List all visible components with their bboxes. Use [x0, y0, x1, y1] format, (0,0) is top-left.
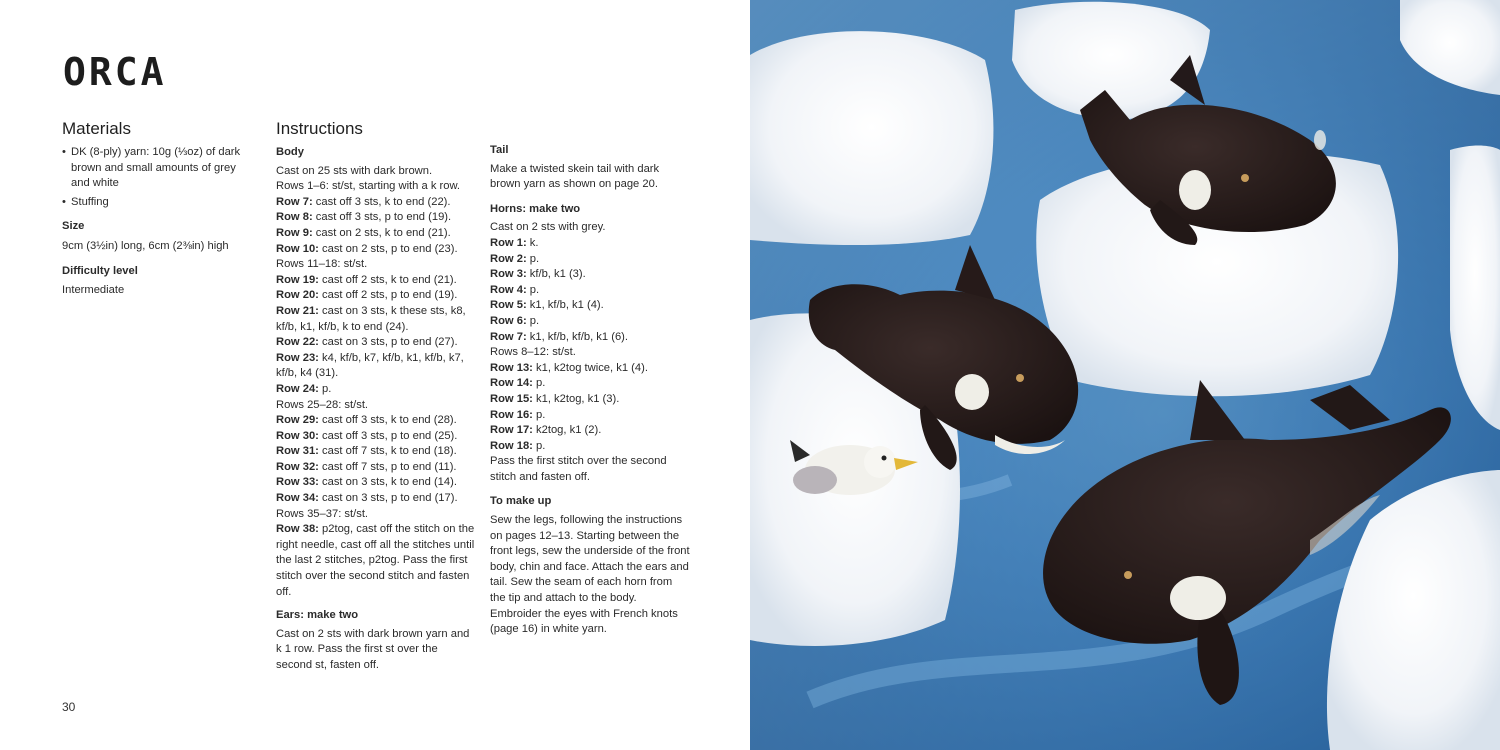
pattern-row — [276, 351, 476, 382]
pattern-row-text: cast off 7 sts, k to end (18). — [318, 445, 457, 458]
pattern-row — [276, 429, 476, 445]
pattern-row-text: cast off 7 sts, p to end (11). — [318, 460, 457, 473]
pattern-row-label: Row 19: — [276, 273, 319, 286]
pattern-row-text: k1, kf/b, k1 (4). — [526, 299, 604, 312]
makeup-heading: To make up — [490, 495, 552, 508]
pattern-row — [490, 314, 690, 330]
pattern-row-label: Rows 8–12: — [490, 346, 550, 359]
pattern-row-label: Row 22: — [276, 336, 319, 349]
pattern-row — [490, 376, 690, 392]
pattern-row-text: cast on 3 sts, p to end (17). — [318, 492, 458, 505]
tail-heading: Tail — [490, 144, 509, 156]
horns-rows — [490, 236, 690, 454]
pattern-row — [490, 298, 690, 314]
pattern-row — [490, 236, 690, 252]
pattern-row — [276, 242, 476, 258]
pattern-row-text: cast on 3 sts, k these sts, k8, kf/b, k1, kf/b, k to end (24). — [276, 304, 466, 333]
pattern-row-text: cast off 3 sts, k to end (28). — [318, 414, 457, 427]
pattern-row-label: Row 14: — [490, 377, 533, 390]
pattern-row-label: Row 31: — [276, 445, 319, 458]
pattern-row-label: Row 7: — [490, 330, 527, 343]
pattern-row-text: p. — [526, 252, 540, 265]
pattern-row-text: p. — [532, 377, 546, 390]
pattern-row-text: p. — [532, 439, 546, 452]
pattern-row-text: k2tog, k1 (2). — [532, 424, 602, 437]
pattern-row-text: st/st. — [549, 346, 576, 359]
pattern-row-label: Row 29: — [276, 414, 319, 427]
pattern-row — [276, 195, 476, 211]
pattern-row — [276, 335, 476, 351]
pattern-row-text: cast off 2 sts, k to end (21). — [318, 273, 457, 286]
materials-item: • DK (8-ply) yarn: 10g (⅓oz) of dark brown and small amounts of grey and white — [62, 145, 252, 192]
pattern-row-text: st/st. — [340, 258, 368, 271]
ears-heading: Ears: make two — [276, 609, 359, 622]
pattern-row-label: Rows 35–37: — [276, 507, 342, 520]
body-heading: Body — [276, 146, 304, 158]
pattern-row — [276, 444, 476, 460]
pattern-row — [490, 330, 690, 346]
pattern-row-label: Row 4: — [490, 283, 527, 296]
pattern-row-text: p2tog, cast off the stitch on the right needle, cast off all the stitches until the last 2 stitches, p2tog. Pass the first stitch over the second stitch and fasten off. — [276, 523, 475, 598]
pattern-row-label: Row 34: — [276, 492, 319, 505]
makeup-text: Sew the legs, following the instructions on pages 12–13. Starting between the front legs, sew the underside of the front body, chin and face. Attach the ears and tail. Sew the seam of each horn from the tip and attach to the body. Embroider the eyes with French knots (page 16) in white yarn. — [490, 514, 690, 636]
orca-photo — [750, 0, 1500, 750]
pattern-row-text: st/st. — [341, 507, 369, 520]
photo-illustration — [750, 0, 1500, 750]
pattern-row-text: kf/b, k1 (3). — [526, 268, 586, 281]
pattern-row — [490, 392, 690, 408]
size-text: 9cm (3½in) long, 6cm (2⅜in) high — [62, 239, 229, 252]
pattern-row-label: Row 30: — [276, 429, 319, 442]
materials-list — [62, 145, 252, 210]
pattern-row — [490, 423, 690, 439]
pattern-row-label: Row 33: — [276, 476, 319, 489]
pattern-row — [276, 304, 476, 335]
pattern-row — [490, 267, 690, 283]
instructions-column — [276, 118, 476, 674]
pattern-row-text: st/st, starting with a k row. — [328, 180, 461, 193]
materials-item: • Stuffing — [62, 195, 252, 211]
pattern-row-label: Row 13: — [490, 361, 533, 374]
size-heading: Size — [62, 220, 85, 233]
pattern-row — [276, 382, 476, 398]
pattern-row-label: Row 18: — [490, 439, 533, 452]
pattern-row-text: st/st. — [341, 398, 369, 411]
pattern-row-label: Row 6: — [490, 314, 527, 327]
pattern-row — [276, 273, 476, 289]
pattern-row-text: k4, kf/b, k7, kf/b, k1, kf/b, k7, kf/b, k4 (31). — [276, 351, 464, 380]
pattern-row-label: Row 9: — [276, 226, 313, 239]
pattern-row-text: cast off 3 sts, p to end (25). — [318, 429, 458, 442]
instructions-heading: Instructions — [276, 119, 363, 138]
pattern-row-text: k1, k2tog, k1 (3). — [532, 392, 620, 405]
right-column — [490, 143, 690, 638]
pattern-row-label: Rows 1–6: — [276, 180, 329, 193]
pattern-row-label: Row 32: — [276, 460, 319, 473]
pattern-row-label: Row 17: — [490, 424, 533, 437]
pattern-row-text: cast on 2 sts, p to end (23). — [318, 242, 458, 255]
pattern-row — [276, 522, 476, 600]
pattern-row-label: Row 5: — [490, 299, 527, 312]
pattern-row — [276, 491, 476, 507]
pattern-row-label: Row 16: — [490, 408, 533, 421]
difficulty-text: Intermediate — [62, 284, 125, 297]
horns-heading: Horns: make two — [490, 202, 581, 215]
pattern-row-text: p. — [532, 408, 546, 421]
pattern-row — [276, 413, 476, 429]
materials-heading: Materials — [62, 119, 131, 138]
pattern-row — [490, 252, 690, 268]
pattern-row — [276, 288, 476, 304]
pattern-row-label: Rows 11–18: — [276, 258, 341, 271]
pattern-row-label: Row 8: — [276, 211, 313, 224]
page-number: 30 — [62, 700, 76, 714]
pattern-row — [276, 460, 476, 476]
pattern-row — [276, 210, 476, 226]
pattern-row-label: Row 7: — [276, 195, 313, 208]
materials-column — [62, 118, 252, 302]
pattern-row — [490, 439, 690, 455]
pattern-row — [276, 398, 476, 414]
pattern-row-text: cast on 2 sts, k to end (21). — [312, 226, 451, 239]
pattern-row-text: p. — [526, 314, 540, 327]
pattern-row-text: cast off 2 sts, p to end (19). — [318, 289, 458, 302]
body-intro: Cast on 25 sts with dark brown. — [276, 164, 433, 177]
pattern-row — [490, 283, 690, 299]
pattern-row-text: cast off 3 sts, p to end (19). — [312, 211, 452, 224]
pattern-row — [276, 257, 476, 273]
pattern-row-text: cast off 3 sts, k to end (22). — [312, 195, 451, 208]
horns-outro: Pass the first stitch over the second stitch and fasten off. — [490, 455, 667, 483]
pattern-row-label: Row 20: — [276, 289, 319, 302]
pattern-row-text: k1, kf/b, kf/b, k1 (6). — [526, 330, 629, 343]
pattern-row-label: Row 1: — [490, 236, 527, 249]
horns-intro: Cast on 2 sts with grey. — [490, 221, 606, 234]
pattern-row-text: k1, k2tog twice, k1 (4). — [532, 361, 648, 374]
pattern-row-text: p. — [526, 283, 540, 296]
pattern-row-label: Row 15: — [490, 392, 533, 405]
pattern-row-label: Row 3: — [490, 268, 527, 281]
body-rows — [276, 179, 476, 600]
pattern-row-label: Row 38: — [276, 523, 319, 536]
pattern-row-label: Rows 25–28: — [276, 398, 342, 411]
pattern-row-label: Row 2: — [490, 252, 527, 265]
pattern-row — [276, 179, 476, 195]
pattern-row-text: cast on 3 sts, k to end (14). — [318, 476, 457, 489]
pattern-row-text: p. — [318, 382, 332, 395]
pattern-row — [276, 475, 476, 491]
ice-block — [750, 31, 993, 245]
pattern-row-label: Row 10: — [276, 242, 319, 255]
pattern-row — [490, 345, 690, 361]
ears-text: Cast on 2 sts with dark brown yarn and k 1 row. Pass the first st over the second st, fasten off. — [276, 627, 470, 671]
pattern-row-text: k. — [526, 236, 539, 249]
pattern-row — [490, 408, 690, 424]
difficulty-heading: Difficulty level — [62, 264, 138, 277]
tail-text: Make a twisted skein tail with dark brown yarn as shown on page 20. — [490, 162, 660, 191]
page-title: ORCA — [63, 50, 167, 94]
pattern-row-label: Row 24: — [276, 382, 319, 395]
pattern-row — [276, 226, 476, 242]
pattern-row-text: cast on 3 sts, p to end (27). — [318, 336, 458, 349]
pattern-row-label: Row 21: — [276, 304, 319, 317]
pattern-row — [276, 507, 476, 523]
pattern-row-label: Row 23: — [276, 351, 319, 364]
pattern-row — [490, 361, 690, 377]
